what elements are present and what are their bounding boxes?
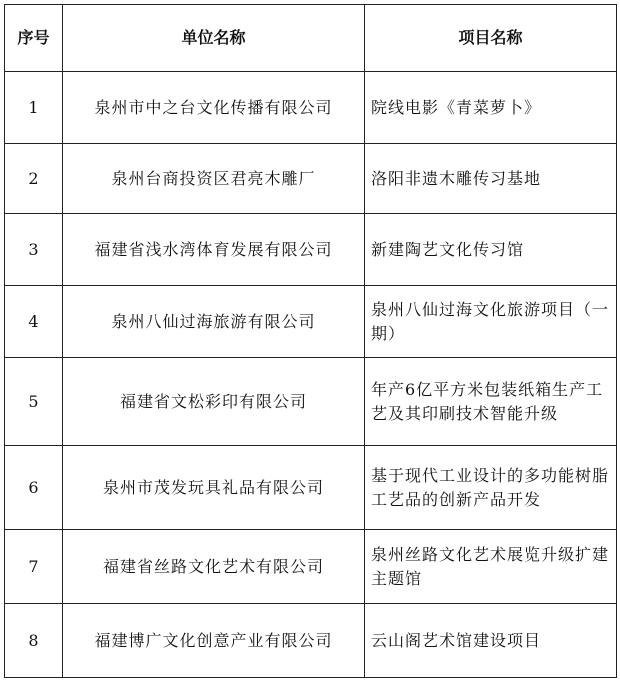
row-project: 院线电影《青菜萝卜》 bbox=[365, 72, 617, 144]
row-unit: 泉州台商投资区君亮木雕厂 bbox=[63, 144, 365, 214]
row-no: 2 bbox=[5, 144, 63, 214]
row-project: 洛阳非遗木雕传习基地 bbox=[365, 144, 617, 214]
row-unit: 福建省浅水湾体育发展有限公司 bbox=[63, 214, 365, 286]
row-no: 4 bbox=[5, 286, 63, 358]
row-unit: 福建省丝路文化艺术有限公司 bbox=[63, 530, 365, 604]
row-project: 云山阁艺术馆建设项目 bbox=[365, 604, 617, 678]
table-row bbox=[5, 446, 617, 530]
header-no: 序号 bbox=[5, 5, 63, 72]
row-no: 8 bbox=[5, 604, 63, 678]
table-row bbox=[5, 72, 617, 144]
row-no: 5 bbox=[5, 358, 63, 446]
header-project: 项目名称 bbox=[365, 5, 617, 72]
row-no: 6 bbox=[5, 446, 63, 530]
row-project: 年产6亿平方米包装纸箱生产工艺及其印刷技术智能升级 bbox=[365, 358, 617, 446]
row-unit: 泉州市中之台文化传播有限公司 bbox=[63, 72, 365, 144]
table-row bbox=[5, 530, 617, 604]
table-row bbox=[5, 286, 617, 358]
row-project: 泉州八仙过海文化旅游项目（一期） bbox=[365, 286, 617, 358]
table-row bbox=[5, 604, 617, 678]
row-unit: 泉州市茂发玩具礼品有限公司 bbox=[63, 446, 365, 530]
row-no: 7 bbox=[5, 530, 63, 604]
row-project: 泉州丝路文化艺术展览升级扩建主题馆 bbox=[365, 530, 617, 604]
table-row bbox=[5, 214, 617, 286]
row-unit: 福建省文松彩印有限公司 bbox=[63, 358, 365, 446]
row-project: 新建陶艺文化传习馆 bbox=[365, 214, 617, 286]
header-unit: 单位名称 bbox=[63, 5, 365, 72]
row-unit: 泉州八仙过海旅游有限公司 bbox=[63, 286, 365, 358]
header-row bbox=[5, 5, 617, 72]
table-row bbox=[5, 144, 617, 214]
project-table bbox=[4, 4, 617, 678]
row-no: 1 bbox=[5, 72, 63, 144]
row-project: 基于现代工业设计的多功能树脂工艺品的创新产品开发 bbox=[365, 446, 617, 530]
table-row bbox=[5, 358, 617, 446]
row-no: 3 bbox=[5, 214, 63, 286]
row-unit: 福建博广文化创意产业有限公司 bbox=[63, 604, 365, 678]
